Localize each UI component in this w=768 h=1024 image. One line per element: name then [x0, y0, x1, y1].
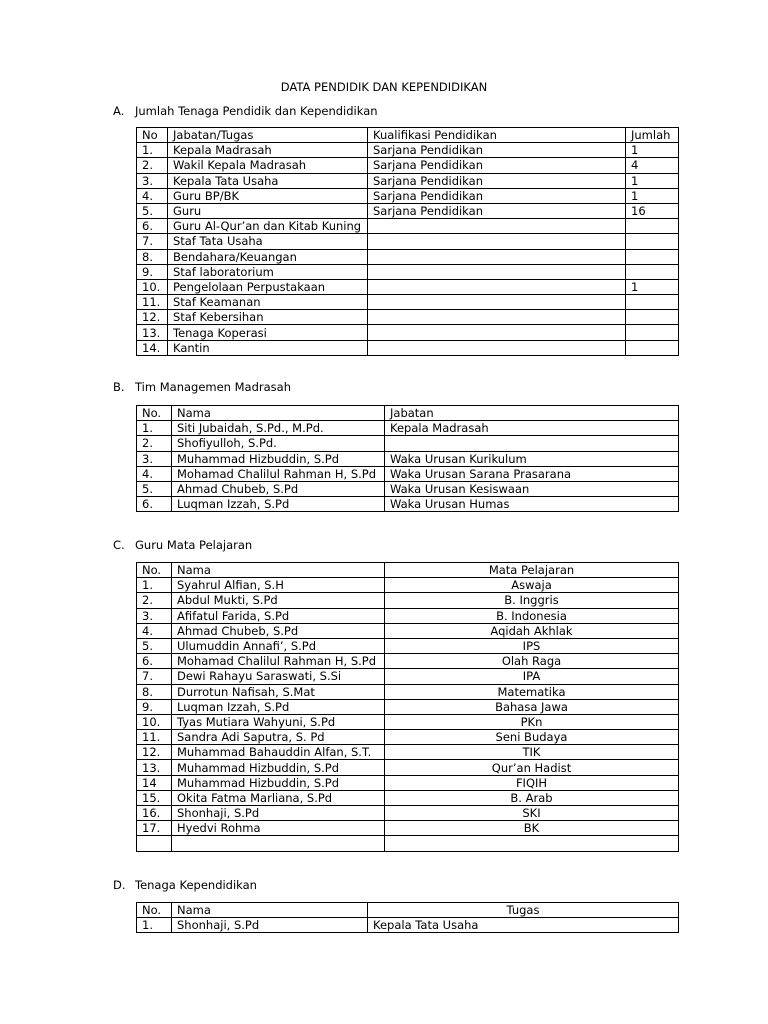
table-cell: Shofiyulloh, S.Pd. — [172, 436, 385, 451]
table-header-row — [137, 563, 679, 578]
table-cell — [385, 836, 679, 851]
header-cell: Nama — [172, 563, 385, 578]
table-cell: Waka Urusan Sarana Prasarana — [385, 466, 679, 481]
header-cell: Mata Pelajaran — [385, 563, 679, 578]
header-cell: Nama — [172, 406, 385, 421]
table-row — [137, 714, 679, 729]
table-cell: 4. — [137, 623, 172, 638]
table-row — [137, 638, 679, 653]
table-cell: 4. — [137, 466, 172, 481]
table-row — [137, 578, 679, 593]
table-cell — [368, 310, 626, 325]
header-cell: Jumlah — [626, 128, 679, 143]
table-row — [137, 806, 679, 821]
table-row — [137, 249, 679, 264]
table-cell: Seni Budaya — [385, 730, 679, 745]
table-cell: 11. — [137, 730, 172, 745]
section-a-letter: A. — [113, 104, 125, 118]
table-cell: Sarjana Pendidikan — [368, 173, 626, 188]
table-header-row — [137, 128, 679, 143]
table-cell: 1 — [626, 188, 679, 203]
table-cell: 9. — [137, 699, 172, 714]
table-row — [137, 340, 679, 355]
table-cell: Kantin — [168, 340, 368, 355]
table-cell: 6. — [137, 654, 172, 669]
table-row — [137, 918, 679, 933]
table-cell: Kepala Tata Usaha — [168, 173, 368, 188]
table-cell: Mohamad Chalilul Rahman H, S.Pd — [172, 466, 385, 481]
table-cell: Muhammad Hizbuddin, S.Pd — [172, 760, 385, 775]
table-cell: Ahmad Chubeb, S.Pd — [172, 481, 385, 496]
table-cell: Sarjana Pendidikan — [368, 143, 626, 158]
table-cell: 5. — [137, 481, 172, 496]
table-cell: 8. — [137, 684, 172, 699]
table-header-row — [137, 903, 679, 918]
table-cell: Okita Fatma Marliana, S.Pd — [172, 790, 385, 805]
table-header-row — [137, 406, 679, 421]
header-cell: No. — [137, 406, 172, 421]
table-cell: 5. — [137, 638, 172, 653]
table-cell: 1. — [137, 143, 168, 158]
table-row — [137, 295, 679, 310]
section-c-heading — [113, 538, 252, 552]
table-row — [137, 279, 679, 294]
table-cell — [368, 249, 626, 264]
table-tim-managemen — [136, 405, 679, 512]
table-row — [137, 421, 679, 436]
table-cell: 2. — [137, 436, 172, 451]
table-row — [137, 669, 679, 684]
table-cell: 3. — [137, 451, 172, 466]
table-cell: 16. — [137, 806, 172, 821]
table-cell: Luqman Izzah, S.Pd — [172, 699, 385, 714]
table-row — [137, 234, 679, 249]
section-d-heading — [113, 878, 257, 892]
table-cell: 14. — [137, 340, 168, 355]
table-cell: Staf Tata Usaha — [168, 234, 368, 249]
table-cell: 2. — [137, 593, 172, 608]
table-cell: 5. — [137, 203, 168, 218]
table-cell: 1 — [626, 173, 679, 188]
table-cell: 7. — [137, 234, 168, 249]
table-cell: 10. — [137, 714, 172, 729]
table-cell: Ulumuddin Annafi’, S.Pd — [172, 638, 385, 653]
table-cell: 11. — [137, 295, 168, 310]
table-row — [137, 760, 679, 775]
table-cell: 13. — [137, 760, 172, 775]
table-cell: Aqidah Akhlak — [385, 623, 679, 638]
table-row — [137, 593, 679, 608]
section-b-heading — [113, 380, 291, 394]
table-cell: BK — [385, 821, 679, 836]
table-cell: IPA — [385, 669, 679, 684]
table-cell — [368, 325, 626, 340]
table-cell: Muhammad Bahauddin Alfan, S.T. — [172, 745, 385, 760]
table-cell — [368, 234, 626, 249]
header-cell: Jabatan — [385, 406, 679, 421]
table-row — [137, 481, 679, 496]
table-cell — [368, 340, 626, 355]
table-cell: Staf Keamanan — [168, 295, 368, 310]
table-cell: Shonhaji, S.Pd — [172, 918, 368, 933]
table-row — [137, 623, 679, 638]
table-row — [137, 497, 679, 512]
header-cell: Tugas — [368, 903, 679, 918]
table-cell: 10. — [137, 279, 168, 294]
table-cell: 14 — [137, 775, 172, 790]
table-row — [137, 684, 679, 699]
table-cell — [626, 264, 679, 279]
table-cell: 6. — [137, 497, 172, 512]
table-cell — [626, 310, 679, 325]
table-cell: 1. — [137, 578, 172, 593]
table-guru-mapel — [136, 562, 679, 852]
table-cell: 1. — [137, 421, 172, 436]
table-cell: 8. — [137, 249, 168, 264]
table-cell — [368, 264, 626, 279]
table-cell: Wakil Kepala Madrasah — [168, 158, 368, 173]
table-cell: TIK — [385, 745, 679, 760]
table-cell: Kepala Madrasah — [168, 143, 368, 158]
table-cell — [368, 219, 626, 234]
table-cell — [626, 325, 679, 340]
section-b-letter: B. — [113, 380, 125, 394]
table-cell: Pengelolaan Perpustakaan — [168, 279, 368, 294]
table-cell: 6. — [137, 219, 168, 234]
table-cell — [368, 279, 626, 294]
table-cell: 7. — [137, 669, 172, 684]
header-cell: No — [137, 128, 168, 143]
table-cell: 4 — [626, 158, 679, 173]
header-cell: No. — [137, 903, 172, 918]
table-cell — [368, 295, 626, 310]
table-row — [137, 745, 679, 760]
table-cell: B. Inggris — [385, 593, 679, 608]
header-cell: Jabatan/Tugas — [168, 128, 368, 143]
table-row — [137, 466, 679, 481]
section-c-title: Guru Mata Pelajaran — [135, 538, 253, 552]
table-cell: FIQIH — [385, 775, 679, 790]
table-row — [137, 775, 679, 790]
table-cell: Waka Urusan Kurikulum — [385, 451, 679, 466]
table-cell: Mohamad Chalilul Rahman H, S.Pd — [172, 654, 385, 669]
table-cell: Staf laboratorium — [168, 264, 368, 279]
table-cell: B. Indonesia — [385, 608, 679, 623]
table-cell — [626, 219, 679, 234]
table-cell: Afifatul Farida, S.Pd — [172, 608, 385, 623]
table-row — [137, 219, 679, 234]
table-cell: 17. — [137, 821, 172, 836]
table-cell: 12. — [137, 745, 172, 760]
table-cell: Waka Urusan Humas — [385, 497, 679, 512]
table-cell: 2. — [137, 158, 168, 173]
table-cell: 16 — [626, 203, 679, 218]
section-b-title: Tim Managemen Madrasah — [135, 380, 291, 394]
table-cell: Kepala Madrasah — [385, 421, 679, 436]
table-cell: Sarjana Pendidikan — [368, 203, 626, 218]
table-cell: Luqman Izzah, S.Pd — [172, 497, 385, 512]
table-cell: B. Arab — [385, 790, 679, 805]
table-cell: Durrotun Nafisah, S.Mat — [172, 684, 385, 699]
header-cell: No. — [137, 563, 172, 578]
table-cell: Tyas Mutiara Wahyuni, S.Pd — [172, 714, 385, 729]
table-tenaga-kependidikan — [136, 902, 679, 933]
table-row — [137, 836, 679, 851]
table-cell: 1 — [626, 143, 679, 158]
table-cell: Guru BP/BK — [168, 188, 368, 203]
table-cell: IPS — [385, 638, 679, 653]
table-cell: Shonhaji, S.Pd — [172, 806, 385, 821]
table-cell — [626, 234, 679, 249]
table-row — [137, 143, 679, 158]
table-cell — [137, 836, 172, 851]
section-a-heading — [113, 104, 378, 118]
table-row — [137, 325, 679, 340]
table-cell: Ahmad Chubeb, S.Pd — [172, 623, 385, 638]
table-row — [137, 310, 679, 325]
table-cell: Abdul Mukti, S.Pd — [172, 593, 385, 608]
table-row — [137, 436, 679, 451]
table-cell: Kepala Tata Usaha — [368, 918, 679, 933]
header-cell: Nama — [172, 903, 368, 918]
table-row — [137, 173, 679, 188]
table-cell: 3. — [137, 608, 172, 623]
table-cell: Tenaga Koperasi — [168, 325, 368, 340]
table-row — [137, 203, 679, 218]
table-cell: Muhammad Hizbuddin, S.Pd — [172, 775, 385, 790]
table-cell: Bendahara/Keuangan — [168, 249, 368, 264]
table-row — [137, 188, 679, 203]
table-cell: 1 — [626, 279, 679, 294]
table-cell: PKn — [385, 714, 679, 729]
table-row — [137, 264, 679, 279]
table-cell — [385, 436, 679, 451]
section-a-title: Jumlah Tenaga Pendidik dan Kependidikan — [135, 104, 378, 118]
header-cell: Kualifikasi Pendidikan — [368, 128, 626, 143]
table-cell — [626, 249, 679, 264]
table-row — [137, 699, 679, 714]
table-row — [137, 608, 679, 623]
table-cell: Dewi Rahayu Saraswati, S.Si — [172, 669, 385, 684]
table-cell: 1. — [137, 918, 172, 933]
table-row — [137, 158, 679, 173]
table-cell: Siti Jubaidah, S.Pd., M.Pd. — [172, 421, 385, 436]
table-cell: Syahrul Alfian, S.H — [172, 578, 385, 593]
table-cell: Guru Al-Qur’an dan Kitab Kuning — [168, 219, 368, 234]
table-cell: Aswaja — [385, 578, 679, 593]
table-cell: 15. — [137, 790, 172, 805]
table-cell: Sarjana Pendidikan — [368, 188, 626, 203]
table-cell — [626, 295, 679, 310]
table-cell: Qur’an Hadist — [385, 760, 679, 775]
table-cell: Muhammad Hizbuddin, S.Pd — [172, 451, 385, 466]
table-cell: 4. — [137, 188, 168, 203]
table-cell: 13. — [137, 325, 168, 340]
table-cell: Matematika — [385, 684, 679, 699]
table-row — [137, 821, 679, 836]
table-cell: Bahasa Jawa — [385, 699, 679, 714]
table-cell: 9. — [137, 264, 168, 279]
table-row — [137, 654, 679, 669]
table-cell: Hyedvi Rohma — [172, 821, 385, 836]
table-row — [137, 730, 679, 745]
table-cell: Olah Raga — [385, 654, 679, 669]
table-cell: Guru — [168, 203, 368, 218]
section-d-letter: D. — [113, 878, 126, 892]
table-cell: SKI — [385, 806, 679, 821]
section-d-title: Tenaga Kependidikan — [135, 878, 257, 892]
table-cell: 3. — [137, 173, 168, 188]
table-cell: Staf Kebersihan — [168, 310, 368, 325]
section-c-letter: C. — [113, 538, 125, 552]
table-row — [137, 790, 679, 805]
table-cell: Sandra Adi Saputra, S. Pd — [172, 730, 385, 745]
table-row — [137, 451, 679, 466]
table-cell: Sarjana Pendidikan — [368, 158, 626, 173]
page-title: DATA PENDIDIK DAN KEPENDIDIKAN — [280, 80, 488, 94]
table-tenaga-pendidik — [136, 127, 679, 356]
table-cell — [626, 340, 679, 355]
table-cell: 12. — [137, 310, 168, 325]
table-cell: Waka Urusan Kesiswaan — [385, 481, 679, 496]
table-cell — [172, 836, 385, 851]
